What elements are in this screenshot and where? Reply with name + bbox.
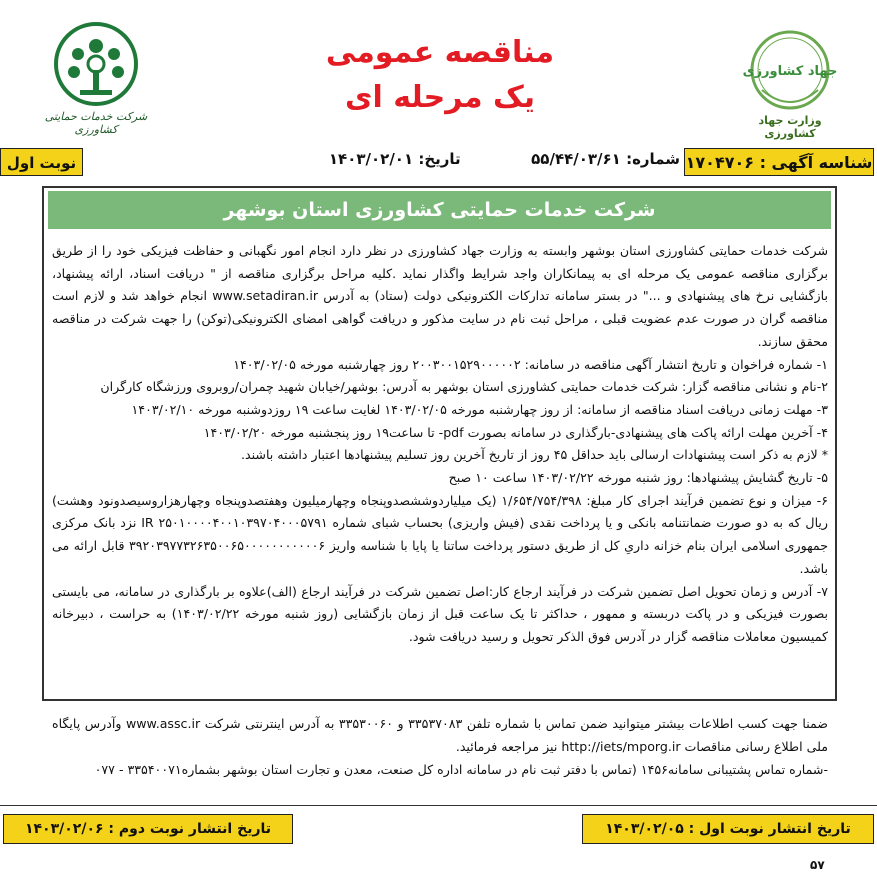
second-publish-date: تاریخ انتشار نوبت دوم : ۱۴۰۳/۰۲/۰۶ xyxy=(3,814,293,844)
page-title: مناقصه عمومی xyxy=(325,35,555,70)
ministry-logo-text: جهاد کشاورزی xyxy=(742,64,838,79)
item-5: ۵- تاریخ گشایش پیشنهادها: روز شنبه مورخه ۱۴۰۳/۰۲/۲۲ ساعت ۱۰ صبح xyxy=(448,470,828,486)
ministry-caption: وزارت جهاد کشاورزی xyxy=(758,114,822,140)
divider xyxy=(0,805,877,806)
item-7: ۷- آدرس و زمان تحویل اصل تضمین شرکت در فرآیند ارجاع کار:اصل تضمین شرکت در فرآیند ارجاع (الف)علاوه بر بارگذاری در سامانه، می بایستی بصورت فیزیکی و در پاکت دربسته و ممهور ، حداکثر تا یک ساعت قبل از زمان بازگشایی (روز شنبه مورخه ۱۴۰۳/۰۲/۲۲) به حراست ، دبیرخانه کمیسیون معاملات مناقصه گزار در آدرس فوق الذکر تحویل و رسید دریافت شود. xyxy=(52,583,828,644)
company-title-bar: شرکت خدمات حمایتی کشاورزی استان بوشهر xyxy=(48,191,831,229)
ministry-logo xyxy=(742,28,838,140)
page-number: ۵۷ xyxy=(810,858,825,872)
ad-id-badge: شناسه آگهی : ۱۷۰۴۷۰۶ xyxy=(684,148,874,176)
turn-badge: نوبت اول xyxy=(0,148,83,176)
first-publish-date: تاریخ انتشار نوبت اول : ۱۴۰۳/۰۲/۰۵ xyxy=(582,814,874,844)
item-3: ۳- مهلت زمانی دریافت اسناد مناقصه از سامانه: از روز چهارشنبه مورخه ۱۴۰۳/۰۲/۰۵ لغایت ساعت ۱۹ روزدوشنبه مورخه ۱۴۰۳/۰۲/۱۰ xyxy=(131,401,828,417)
item-2: ۲-نام و نشانی مناقصه گزار: شرکت خدمات حمایتی کشاورزی استان بوشهر به آدرس: بوشهر/خیابان شهید چمران/روبروی ورزشگاه کارگران xyxy=(100,379,828,395)
contact-section xyxy=(52,712,828,781)
letter-number: شماره: ۵۵/۴۴/۰۳/۶۱ xyxy=(531,150,680,168)
number-date-line xyxy=(150,150,680,168)
contact-info: ضمنا جهت کسب اطلاعات بیشتر میتوانید ضمن تماس با شماره تلفن ۳۳۵۳۷۰۸۳ و ۳۳۵۳۰۰۶۰ به آدرس اینترنتی شرکت www.assc.ir وآدرس پایگاه ملی اطلاع رسانی مناقصات http://iets/mporg.ir نیز مراجعه فرمائید. xyxy=(52,716,828,754)
tender-body xyxy=(52,240,828,649)
support-info: -شماره تماس پشتیبانی سامانه۱۴۵۶ (تماس با دفتر ثبت نام در سامانه اداره کل صنعت، معدن و تجارت استان بوشهر بشماره۳۳۵۴۰۰۷۱ - ۰۷۷ xyxy=(94,762,828,777)
intro-paragraph: شرکت خدمات حمایتی کشاورزی استان بوشهر وابسته به وزارت جهاد کشاورزی در نظر دارد انجام امور نگهبانی و حفاظت فیزیکی خود را از طریق برگزاری مناقصه عمومی یک مرحله ای به پیمانکاران واجد شرایط واگذار نماید .کلیه مراحل برگزاری مناقصه از " دریافت اسناد، ارائه پیشنهاد، بازگشایی نرخ های پیشنهادی و ..." در بستر سامانه تدارکات الکترونیکی دولت (ستاد) به آدرس www.setadiran.ir انجام خواهد شد و لازم است مناقصه گران در صورت عدم عضویت قبلی ، مراحل ثبت نام در سایت مذکور و دریافت گواهی امضای الکترونیکی(توکن) را جهت شرکت در مناقصه محقق سازند. xyxy=(52,243,828,349)
item-4: ۴- آخرین مهلت ارائه پاکت های پیشنهادی-بارگذاری در سامانه بصورت pdf- تا ساعت۱۹ روز پنجشنبه مورخه ۱۴۰۳/۰۲/۲۰ xyxy=(203,424,828,440)
letter-date: تاریخ: ۱۴۰۳/۰۲/۰۱ xyxy=(328,150,461,168)
validity-note: * لازم به ذکر است پیشنهادات ارسالی باید حداقل ۴۵ روز از تاریخ آخرین روز تسلیم پیشنهادها اعتبار داشته باشند. xyxy=(240,447,828,463)
company-logo xyxy=(40,20,152,135)
page-subtitle: یک مرحله ای xyxy=(345,80,535,115)
item-6: ۶- میزان و نوع تضمین فرآیند اجرای کار مبلغ: ۱/۶۵۴/۷۵۴/۳۹۸ (یک میلیاردوششصدوپنجاه وچهارمیلیون وهفتصدوپنجاه وچهارهزاروسیصدونود وهشت) ریال که به دو صورت ضمانتنامه بانکی و یا پرداخت نقدی (فیش واریزی) بحساب شبای شماره IR ۲۵۰۱۰۰۰۰۴۰۰۱۰۳۹۷۰۴۰۰۰۵۷۹۱ نزد بانک مرکزی جمهوری اسلامی ایران بنام خزانه داریِ کل از طریق دستور پرداخت ساتنا یا پایا با شناسه واریز ۳۹۲۰۳۹۷۷۳۲۶۳۵۰۰۶۵۰۰۰۰۰۰۰۰۰۰۰۶ قابل ارائه می باشد. xyxy=(52,492,829,576)
company-caption: شرکت خدمات حمایتی کشاورزی xyxy=(44,110,148,136)
item-1: ۱- شماره فراخوان و تاریخ انتشار آگهی مناقصه در سامانه: ۲۰۰۳۰۰۱۵۲۹۰۰۰۰۰۲ روز چهارشنبه مورخه ۱۴۰۳/۰۲/۰۵ xyxy=(233,356,828,372)
